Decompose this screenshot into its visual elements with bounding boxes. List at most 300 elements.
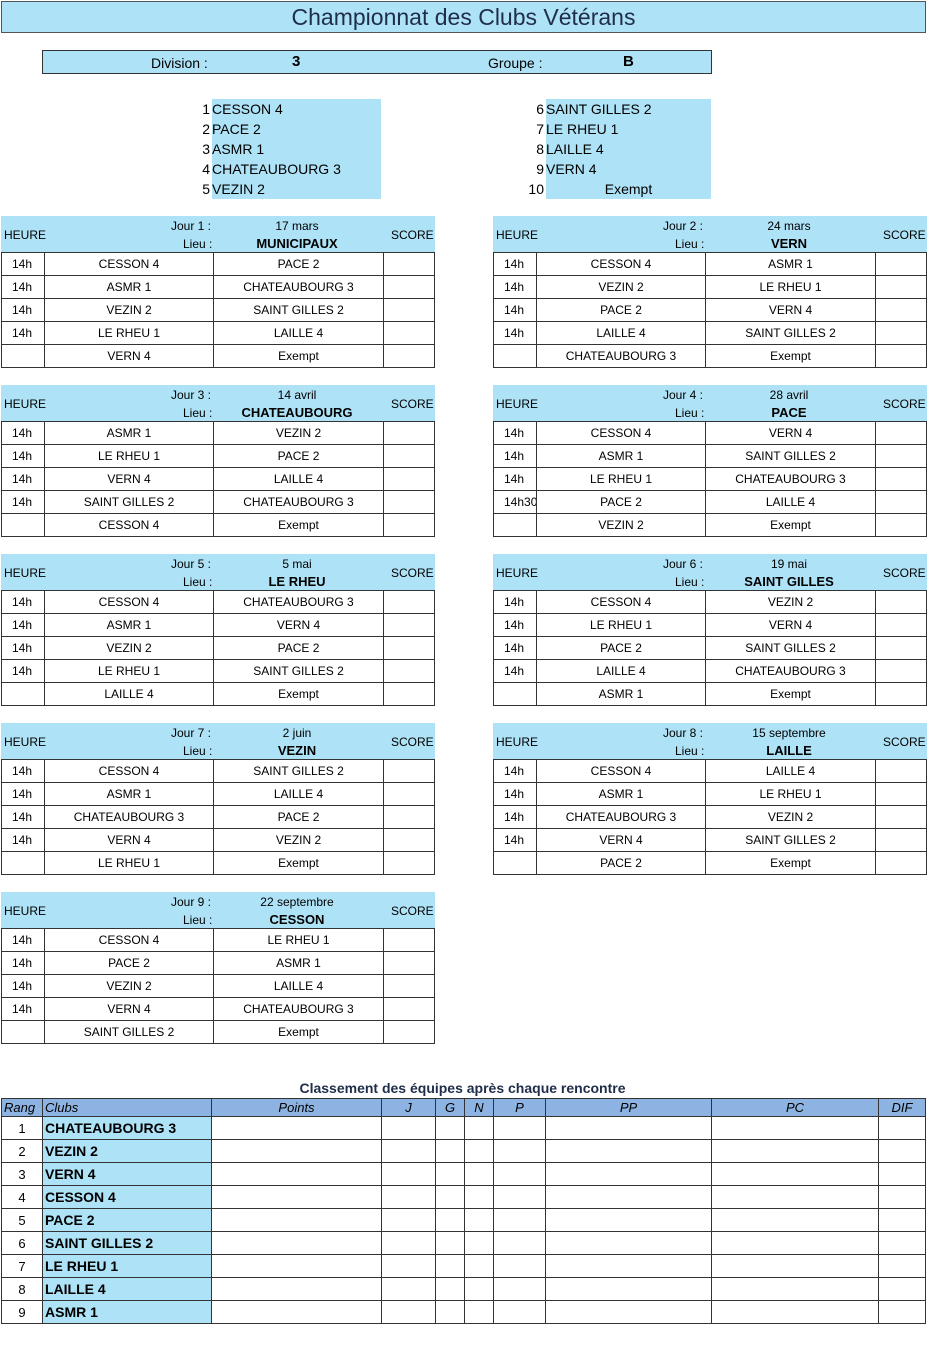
- match-day-header: [1, 892, 435, 929]
- ranking-table: [1, 1098, 926, 1324]
- match-day-header: [493, 385, 927, 422]
- stat-cell[interactable]: [546, 1255, 712, 1278]
- home-team: ASMR 1: [44, 783, 213, 805]
- stat-cell[interactable]: [212, 1117, 382, 1140]
- match-venue: MUNICIPAUX: [256, 236, 338, 251]
- away-team: VEZIN 2: [705, 591, 875, 613]
- ranking-header-cell: DIF: [879, 1099, 926, 1117]
- ranking-row: [2, 1209, 926, 1232]
- stat-cell[interactable]: [436, 1163, 465, 1186]
- stat-cell[interactable]: [436, 1117, 465, 1140]
- score-cell[interactable]: [875, 852, 928, 874]
- match-time: 14h: [504, 449, 525, 463]
- stat-cell[interactable]: [382, 1278, 436, 1301]
- home-team: LAILLE 4: [536, 660, 705, 682]
- score-cell[interactable]: [383, 806, 436, 828]
- stat-cell[interactable]: [546, 1186, 712, 1209]
- away-team: LAILLE 4: [213, 468, 383, 490]
- stat-cell[interactable]: [382, 1301, 436, 1324]
- match-row: [493, 637, 927, 660]
- stat-cell[interactable]: [382, 1209, 436, 1232]
- match-time: [494, 345, 535, 367]
- match-row: [1, 683, 435, 706]
- home-team: ASMR 1: [536, 683, 705, 705]
- team-name: Exempt: [546, 179, 711, 199]
- stat-cell[interactable]: [494, 1301, 546, 1324]
- away-team: Exempt: [213, 514, 383, 536]
- heure-label: HEURE: [496, 228, 539, 242]
- team-number: 9: [536, 161, 544, 177]
- match-row: [493, 829, 927, 852]
- team-number: 1: [202, 101, 210, 117]
- match-row: [1, 322, 435, 345]
- score-label: SCORE: [391, 904, 434, 918]
- match-day-6: [493, 554, 927, 706]
- stat-cell[interactable]: [212, 1255, 382, 1278]
- heure-label: HEURE: [496, 397, 539, 411]
- groupe-label: Groupe :: [488, 55, 543, 71]
- match-row: [493, 345, 927, 368]
- match-row: [1, 952, 435, 975]
- away-team: CHATEAUBOURG 3: [705, 660, 875, 682]
- match-time: 14h: [504, 764, 525, 778]
- home-team: LAILLE 4: [44, 683, 213, 705]
- match-row: [1, 445, 435, 468]
- score-cell[interactable]: [875, 637, 928, 659]
- team-name: LAILLE 4: [546, 139, 711, 159]
- away-team: Exempt: [213, 852, 383, 874]
- match-row: [493, 683, 927, 706]
- score-cell[interactable]: [383, 975, 436, 997]
- score-cell[interactable]: [383, 445, 436, 467]
- stat-cell[interactable]: [494, 1186, 546, 1209]
- stat-cell[interactable]: [712, 1278, 879, 1301]
- score-cell[interactable]: [875, 591, 928, 613]
- stat-cell[interactable]: [465, 1232, 494, 1255]
- away-team: LAILLE 4: [213, 322, 383, 344]
- match-time: [2, 1021, 43, 1043]
- away-team: ASMR 1: [705, 253, 875, 275]
- page-title: Championnat des Clubs Vétérans: [1, 1, 926, 33]
- score-cell[interactable]: [875, 683, 928, 705]
- stat-cell[interactable]: [436, 1140, 465, 1163]
- stat-cell[interactable]: [382, 1232, 436, 1255]
- away-team: LAILLE 4: [213, 783, 383, 805]
- home-team: ASMR 1: [44, 276, 213, 298]
- score-cell[interactable]: [875, 514, 928, 536]
- stat-cell[interactable]: [712, 1255, 879, 1278]
- match-time: 14h: [504, 426, 525, 440]
- heure-label: HEURE: [4, 904, 47, 918]
- match-time: [494, 514, 535, 536]
- away-team: SAINT GILLES 2: [705, 637, 875, 659]
- score-cell[interactable]: [875, 276, 928, 298]
- stat-cell[interactable]: [546, 1209, 712, 1232]
- away-team: Exempt: [705, 683, 875, 705]
- home-team: CESSON 4: [44, 929, 213, 951]
- score-cell[interactable]: [383, 998, 436, 1020]
- home-team: LE RHEU 1: [44, 852, 213, 874]
- score-cell[interactable]: [875, 322, 928, 344]
- score-cell[interactable]: [383, 660, 436, 682]
- match-row: [493, 468, 927, 491]
- score-cell[interactable]: [875, 783, 928, 805]
- stat-cell[interactable]: [382, 1117, 436, 1140]
- match-time: 14h: [12, 303, 33, 317]
- home-team: ASMR 1: [44, 422, 213, 444]
- score-cell[interactable]: [383, 345, 436, 367]
- team-number: 6: [536, 101, 544, 117]
- score-cell[interactable]: [875, 253, 928, 275]
- stat-cell[interactable]: [879, 1232, 926, 1255]
- match-row: [493, 614, 927, 637]
- match-time: 14h: [12, 495, 33, 509]
- match-day-5: [1, 554, 435, 706]
- ranking-row: [2, 1117, 926, 1140]
- home-team: PACE 2: [44, 952, 213, 974]
- match-day-header: [493, 723, 927, 760]
- home-team: CESSON 4: [44, 760, 213, 782]
- away-team: PACE 2: [213, 445, 383, 467]
- stat-cell[interactable]: [382, 1140, 436, 1163]
- match-time: [2, 852, 43, 874]
- stat-cell[interactable]: [546, 1278, 712, 1301]
- match-time: 14h30: [504, 495, 538, 509]
- score-label: SCORE: [883, 566, 926, 580]
- stat-cell[interactable]: [494, 1163, 546, 1186]
- score-cell[interactable]: [383, 591, 436, 613]
- ranking-header-cell: Clubs: [43, 1099, 212, 1117]
- home-team: CESSON 4: [536, 422, 705, 444]
- match-time: [2, 345, 43, 367]
- score-cell[interactable]: [875, 445, 928, 467]
- away-team: Exempt: [213, 683, 383, 705]
- score-cell[interactable]: [383, 614, 436, 636]
- ranking-header-row: [2, 1099, 926, 1117]
- stat-cell[interactable]: [879, 1255, 926, 1278]
- away-team: Exempt: [213, 345, 383, 367]
- score-label: SCORE: [883, 228, 926, 242]
- away-team: VERN 4: [705, 299, 875, 321]
- away-team: SAINT GILLES 2: [213, 660, 383, 682]
- match-row: [1, 299, 435, 322]
- match-time: 14h: [504, 472, 525, 486]
- match-row: [493, 491, 927, 514]
- score-cell[interactable]: [875, 829, 928, 851]
- team-number: 2: [202, 121, 210, 137]
- groupe-value: B: [623, 53, 634, 70]
- score-label: SCORE: [391, 397, 434, 411]
- score-cell[interactable]: [875, 422, 928, 444]
- club-name: PACE 2: [43, 1209, 212, 1232]
- club-name: LAILLE 4: [43, 1278, 212, 1301]
- score-cell[interactable]: [383, 491, 436, 513]
- stat-cell[interactable]: [465, 1301, 494, 1324]
- match-date: 24 mars: [767, 219, 811, 233]
- home-team: CESSON 4: [536, 591, 705, 613]
- score-cell[interactable]: [383, 468, 436, 490]
- stat-cell[interactable]: [212, 1301, 382, 1324]
- ranking-header-cell: G: [436, 1099, 465, 1117]
- score-cell[interactable]: [383, 253, 436, 275]
- stat-cell[interactable]: [382, 1163, 436, 1186]
- stat-cell[interactable]: [712, 1232, 879, 1255]
- away-team: VERN 4: [705, 614, 875, 636]
- match-time: 14h: [504, 303, 525, 317]
- jour-label: Jour 4 :: [663, 388, 704, 402]
- score-cell[interactable]: [875, 345, 928, 367]
- stat-cell[interactable]: [465, 1278, 494, 1301]
- stat-cell[interactable]: [465, 1255, 494, 1278]
- stat-cell[interactable]: [546, 1163, 712, 1186]
- stat-cell[interactable]: [879, 1163, 926, 1186]
- match-day-header: [493, 216, 927, 253]
- score-cell[interactable]: [875, 299, 928, 321]
- match-time: 14h: [504, 810, 525, 824]
- stat-cell[interactable]: [436, 1301, 465, 1324]
- score-cell[interactable]: [383, 829, 436, 851]
- lieu-label: Lieu :: [675, 237, 705, 251]
- ranking-header-cell: N: [465, 1099, 494, 1117]
- score-cell[interactable]: [383, 637, 436, 659]
- team-name: CHATEAUBOURG 3: [212, 159, 381, 179]
- home-team: ASMR 1: [536, 783, 705, 805]
- match-day-header: [1, 554, 435, 591]
- match-time: 14h: [12, 933, 33, 947]
- score-cell[interactable]: [875, 760, 928, 782]
- stat-cell[interactable]: [712, 1140, 879, 1163]
- stat-cell[interactable]: [712, 1186, 879, 1209]
- stat-cell[interactable]: [494, 1232, 546, 1255]
- away-team: PACE 2: [213, 806, 383, 828]
- stat-cell[interactable]: [436, 1186, 465, 1209]
- match-time: 14h: [504, 833, 525, 847]
- stat-cell[interactable]: [546, 1301, 712, 1324]
- match-time: [494, 683, 535, 705]
- stat-cell[interactable]: [879, 1301, 926, 1324]
- match-venue: CESSON: [269, 912, 325, 927]
- match-row: [1, 829, 435, 852]
- match-time: 14h: [504, 280, 525, 294]
- stat-cell[interactable]: [436, 1278, 465, 1301]
- match-time: 14h: [504, 787, 525, 801]
- ranking-header-cell: J: [382, 1099, 436, 1117]
- stat-cell[interactable]: [494, 1140, 546, 1163]
- score-cell[interactable]: [875, 491, 928, 513]
- stat-cell[interactable]: [712, 1117, 879, 1140]
- match-row: [493, 852, 927, 875]
- away-team: PACE 2: [213, 637, 383, 659]
- match-time: [494, 852, 535, 874]
- match-day-8: [493, 723, 927, 875]
- heure-label: HEURE: [496, 566, 539, 580]
- stat-cell[interactable]: [546, 1232, 712, 1255]
- stat-cell[interactable]: [465, 1117, 494, 1140]
- stat-cell[interactable]: [546, 1140, 712, 1163]
- score-cell[interactable]: [875, 468, 928, 490]
- stat-cell[interactable]: [712, 1301, 879, 1324]
- score-cell[interactable]: [383, 952, 436, 974]
- match-row: [493, 445, 927, 468]
- stat-cell[interactable]: [465, 1186, 494, 1209]
- match-row: [1, 491, 435, 514]
- home-team: PACE 2: [536, 491, 705, 513]
- team-name: VERN 4: [546, 159, 711, 179]
- team-number: 5: [202, 181, 210, 197]
- heure-label: HEURE: [4, 397, 47, 411]
- lieu-label: Lieu :: [183, 744, 213, 758]
- stat-cell[interactable]: [494, 1278, 546, 1301]
- score-cell[interactable]: [383, 683, 436, 705]
- team-name: CESSON 4: [212, 99, 381, 119]
- jour-label: Jour 9 :: [171, 895, 212, 909]
- ranking-row: [2, 1255, 926, 1278]
- rank-number: 2: [2, 1140, 43, 1163]
- score-cell[interactable]: [383, 783, 436, 805]
- match-venue: LAILLE: [766, 743, 812, 758]
- match-time: 14h: [12, 280, 33, 294]
- score-cell[interactable]: [383, 852, 436, 874]
- match-row: [1, 637, 435, 660]
- stat-cell[interactable]: [712, 1209, 879, 1232]
- match-date: 28 avril: [769, 388, 809, 402]
- away-team: SAINT GILLES 2: [213, 760, 383, 782]
- home-team: ASMR 1: [44, 614, 213, 636]
- ranking-row: [2, 1232, 926, 1255]
- match-row: [493, 660, 927, 683]
- score-cell[interactable]: [383, 322, 436, 344]
- jour-label: Jour 7 :: [171, 726, 212, 740]
- score-cell[interactable]: [875, 660, 928, 682]
- away-team: CHATEAUBOURG 3: [213, 998, 383, 1020]
- team-number: 4: [202, 161, 210, 177]
- stat-cell[interactable]: [465, 1209, 494, 1232]
- rank-number: 3: [2, 1163, 43, 1186]
- stat-cell[interactable]: [546, 1117, 712, 1140]
- score-cell[interactable]: [383, 1021, 436, 1043]
- score-cell[interactable]: [383, 276, 436, 298]
- home-team: LE RHEU 1: [536, 614, 705, 636]
- home-team: LE RHEU 1: [536, 468, 705, 490]
- stat-cell[interactable]: [465, 1140, 494, 1163]
- stat-cell[interactable]: [212, 1209, 382, 1232]
- stat-cell[interactable]: [212, 1278, 382, 1301]
- score-cell[interactable]: [875, 614, 928, 636]
- stat-cell[interactable]: [494, 1255, 546, 1278]
- score-cell[interactable]: [383, 422, 436, 444]
- home-team: CHATEAUBOURG 3: [536, 345, 705, 367]
- away-team: LE RHEU 1: [705, 783, 875, 805]
- away-team: Exempt: [705, 345, 875, 367]
- stat-cell[interactable]: [879, 1117, 926, 1140]
- match-time: 14h: [12, 257, 33, 271]
- stat-cell[interactable]: [879, 1209, 926, 1232]
- match-row: [493, 299, 927, 322]
- away-team: LAILLE 4: [705, 760, 875, 782]
- away-team: SAINT GILLES 2: [213, 299, 383, 321]
- match-time: 14h: [12, 449, 33, 463]
- away-team: VERN 4: [705, 422, 875, 444]
- match-row: [1, 514, 435, 537]
- match-row: [493, 322, 927, 345]
- match-row: [493, 514, 927, 537]
- stat-cell[interactable]: [879, 1278, 926, 1301]
- stat-cell[interactable]: [212, 1232, 382, 1255]
- ranking-row: [2, 1278, 926, 1301]
- club-name: CESSON 4: [43, 1186, 212, 1209]
- match-time: 14h: [12, 472, 33, 486]
- match-day-header: [1, 385, 435, 422]
- rank-number: 6: [2, 1232, 43, 1255]
- club-name: CHATEAUBOURG 3: [43, 1117, 212, 1140]
- match-time: 14h: [12, 764, 33, 778]
- match-date: 5 mai: [282, 557, 312, 571]
- match-row: [493, 422, 927, 445]
- stat-cell[interactable]: [436, 1255, 465, 1278]
- match-time: 14h: [12, 1002, 33, 1016]
- match-time: 14h: [12, 426, 33, 440]
- jour-label: Jour 2 :: [663, 219, 704, 233]
- score-cell[interactable]: [383, 299, 436, 321]
- home-team: VERN 4: [44, 345, 213, 367]
- stat-cell[interactable]: [212, 1140, 382, 1163]
- stat-cell[interactable]: [436, 1232, 465, 1255]
- match-day-7: [1, 723, 435, 875]
- stat-cell[interactable]: [465, 1163, 494, 1186]
- rank-number: 4: [2, 1186, 43, 1209]
- score-cell[interactable]: [383, 929, 436, 951]
- stat-cell[interactable]: [212, 1186, 382, 1209]
- score-cell[interactable]: [383, 760, 436, 782]
- match-time: 14h: [504, 257, 525, 271]
- stat-cell[interactable]: [494, 1209, 546, 1232]
- away-team: LE RHEU 1: [213, 929, 383, 951]
- match-row: [1, 975, 435, 998]
- away-team: VEZIN 2: [213, 829, 383, 851]
- stat-cell[interactable]: [712, 1163, 879, 1186]
- team-name: ASMR 1: [212, 139, 381, 159]
- stat-cell[interactable]: [879, 1186, 926, 1209]
- match-venue: VEZIN: [277, 743, 317, 758]
- away-team: LE RHEU 1: [705, 276, 875, 298]
- home-team: VEZIN 2: [44, 637, 213, 659]
- stat-cell[interactable]: [879, 1140, 926, 1163]
- club-name: ASMR 1: [43, 1301, 212, 1324]
- stat-cell[interactable]: [382, 1186, 436, 1209]
- stat-cell[interactable]: [494, 1117, 546, 1140]
- away-team: SAINT GILLES 2: [705, 829, 875, 851]
- stat-cell[interactable]: [382, 1255, 436, 1278]
- home-team: CESSON 4: [44, 514, 213, 536]
- home-team: CESSON 4: [536, 253, 705, 275]
- stat-cell[interactable]: [212, 1163, 382, 1186]
- away-team: CHATEAUBOURG 3: [705, 468, 875, 490]
- score-cell[interactable]: [875, 806, 928, 828]
- home-team: LE RHEU 1: [44, 322, 213, 344]
- home-team: CHATEAUBOURG 3: [44, 806, 213, 828]
- away-team: SAINT GILLES 2: [705, 445, 875, 467]
- match-time: 14h: [12, 810, 33, 824]
- match-time: 14h: [12, 595, 33, 609]
- home-team: CESSON 4: [44, 253, 213, 275]
- home-team: SAINT GILLES 2: [44, 1021, 213, 1043]
- match-day-header: [1, 723, 435, 760]
- score-label: SCORE: [391, 735, 434, 749]
- stat-cell[interactable]: [436, 1209, 465, 1232]
- score-cell[interactable]: [383, 514, 436, 536]
- match-date: 17 mars: [275, 219, 319, 233]
- match-day-2: [493, 216, 927, 368]
